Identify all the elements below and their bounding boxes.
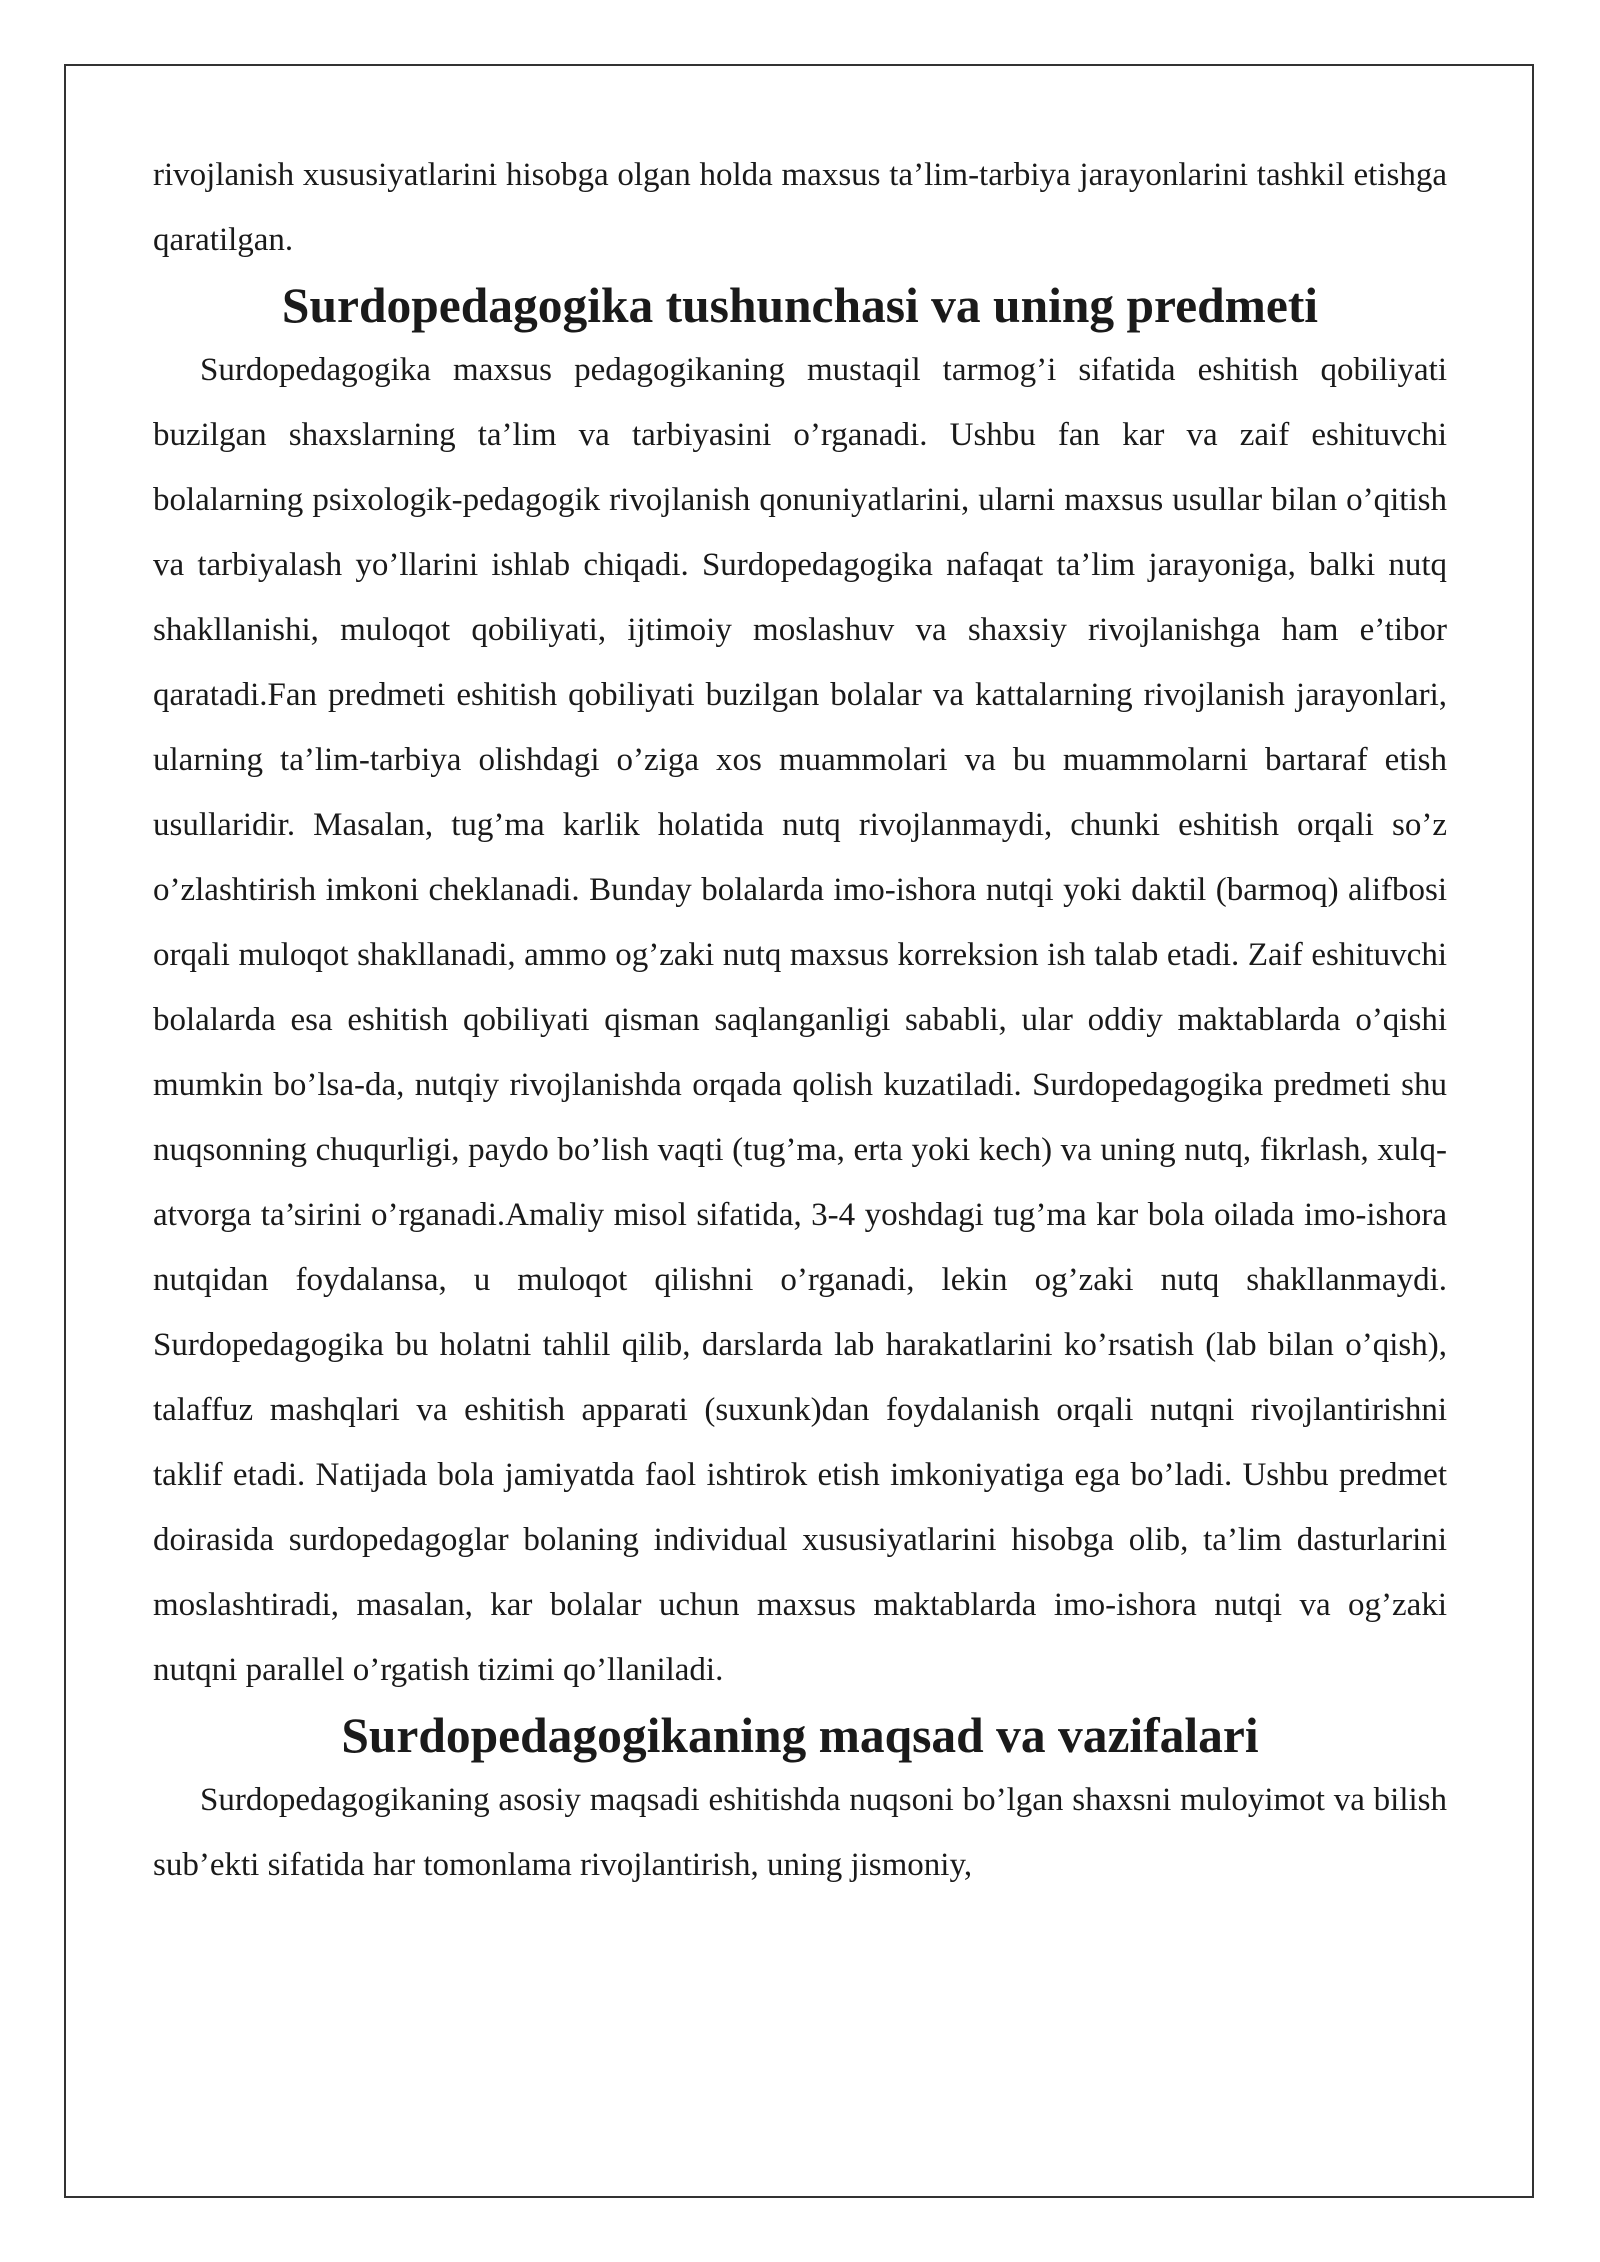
paragraph-goals-start: Surdopedagogikaning asosiy maqsadi eshitishda nuqsoni bo’lgan shaxsni muloyimot va bilish sub’ekti sifatida har tomonlama rivojlantirish, uning jismoniy,: [153, 1782, 1447, 1883]
paragraph-concept-subject: Surdopedagogika maxsus pedagogikaning mustaqil tarmog’i sifatida eshitish qobiliyati buzilgan shaxslarning ta’lim va tarbiyasini o’rganadi. Ushbu fan kar va zaif eshituvchi bolalarning psixologik-pedagogik rivojlanish qonuniyatlarini, ularni maxsus usullar bilan o’qitish va tarbiyalash yo’llarini ishlab chiqadi. Surdopedagogika nafaqat ta’lim jarayoniga, balki nutq shakllanishi, muloqot qobiliyati, ijtimoiy moslashuv va shaxsiy rivojlanishga ham e’tibor qaratadi.Fan predmeti eshitish qobiliyati buzilgan bolalar va kattalarning rivojlanish jarayonlari, ularning ta’lim-tarbiya olishdagi o’ziga xos muammolari va bu muammolarni bartaraf etish usullaridir. Masalan, tug’ma karlik holatida nutq rivojlanmaydi, chunki eshitish orqali so’z o’zlashtirish imkoni cheklanadi. Bunday bolalarda imo-ishora nutqi yoki daktil (barmoq) alifbosi orqali muloqot shakllanadi, ammo og’zaki nutq maxsus korreksion ish talab etadi. Zaif eshituvchi bolalarda esa eshitish qobiliyati qisman saqlanganligi sababli, ular oddiy maktablarda o’qishi mumkin bo’lsa-da, nutqiy rivojlanishda orqada qolish kuzatiladi. Surdopedagogika predmeti shu nuqsonning chuqurligi, paydo bo’lish vaqti (tug’ma, erta yoki kech) va uning nutq, fikrlash, xulq-atvorga ta’sirini o’rganadi.Amaliy misol sifatida, 3-4 yoshdagi tug’ma kar bola oilada imo-ishora nutqidan foydalansa, u muloqot qilishni o’rganadi, lekin og’zaki nutq shakllanmaydi. Surdopedagogika bu holatni tahlil qilib, darslarda lab harakatlarini ko’rsatish (lab bilan o’qish), talaffuz mashqlari va eshitish apparati (suxunk)dan foydalanish orqali nutqni rivojlantirishni taklif etadi. Natijada bola jamiyatda faol ishtirok etish imkoniyatiga ega bo’ladi. Ushbu predmet doirasida surdopedagoglar bolaning individual xususiyatlarini hisobga olib, ta’lim dasturlarini moslashtiradi, masalan, kar bolalar uchun maxsus maktablarda imo-ishora nutqi va og’zaki nutqni parallel o’rgatish tizimi qo’llaniladi.: [153, 352, 1447, 1688]
paragraph-continuation: rivojlanish xususiyatlarini hisobga olgan holda maxsus ta’lim-tarbiya jarayonlarini tashkil etishga qaratilgan.: [153, 157, 1447, 258]
document-body: [153, 143, 1447, 1898]
section-heading-concept: Surdopedagogika tushunchasi va uning predmeti: [281, 278, 1319, 333]
section-heading-goals: Surdopedagogikaning maqsad va vazifalari: [341, 1708, 1259, 1763]
